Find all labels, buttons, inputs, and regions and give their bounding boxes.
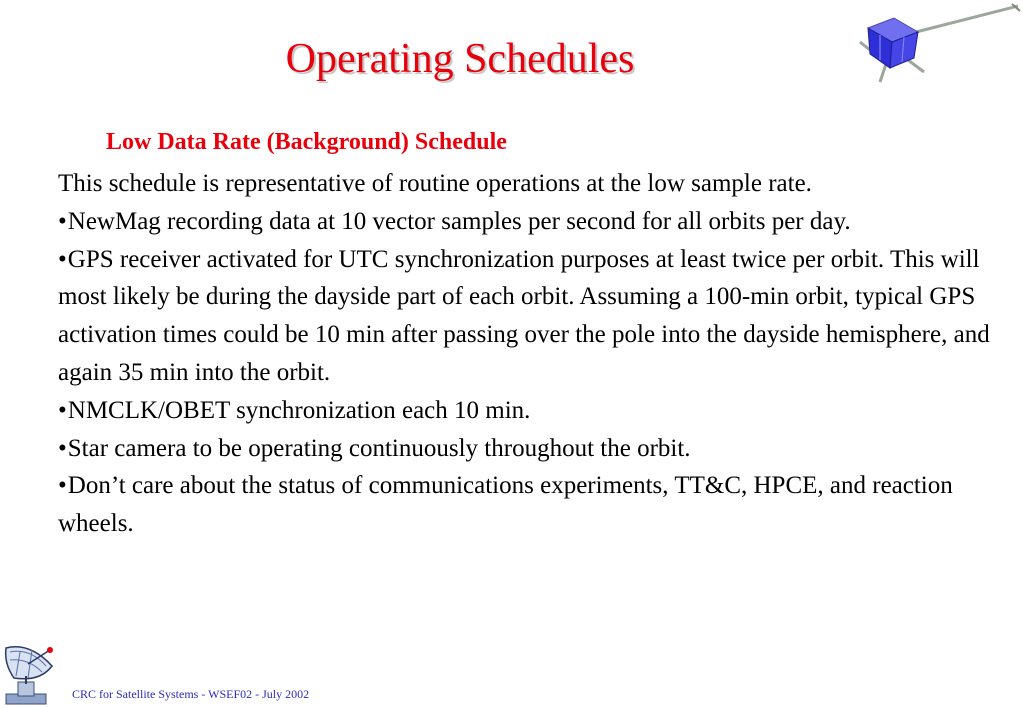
bullet-text: Don’t care about the status of communications experiments, TT&C, HPCE, and reaction wheels. [58, 472, 953, 538]
satellite-dish-icon [0, 638, 60, 708]
bullet-icon: • [58, 396, 67, 424]
bullet-text: Star camera to be operating continuously throughout the orbit. [67, 434, 691, 462]
slide-title: Operating Schedules [285, 36, 635, 82]
bullet-item [58, 392, 998, 430]
satellite-icon [846, 2, 1022, 98]
body-text [58, 165, 998, 543]
bullet-icon: • [58, 245, 67, 273]
bullet-text: NMCLK/OBET synchronization each 10 min. [67, 396, 531, 424]
bullet-icon: • [58, 207, 67, 235]
intro-paragraph: This schedule is representative of routine operations at the low sample rate. [58, 170, 812, 197]
bullet-item [58, 203, 998, 241]
bullet-item [58, 241, 998, 392]
bullet-icon: • [58, 472, 67, 500]
footer-text: CRC for Satellite Systems - WSEF02 - July 2002 [72, 687, 310, 701]
bullet-text: GPS receiver activated for UTC synchronization purposes at least twice per orbit. This will most likely be during the dayside part of each orbit. Assuming a 100-min orbit, typical GPS activation times could be 10 min after passing over the pole into the dayside hemisphere, and again 35 min into the orbit. [58, 245, 990, 386]
bullet-item [58, 430, 998, 468]
section-subtitle: Low Data Rate (Background) Schedule [106, 129, 507, 155]
bullet-item [58, 467, 998, 543]
bullet-text: NewMag recording data at 10 vector samples per second for all orbits per day. [67, 207, 851, 235]
bullet-icon: • [58, 434, 67, 462]
